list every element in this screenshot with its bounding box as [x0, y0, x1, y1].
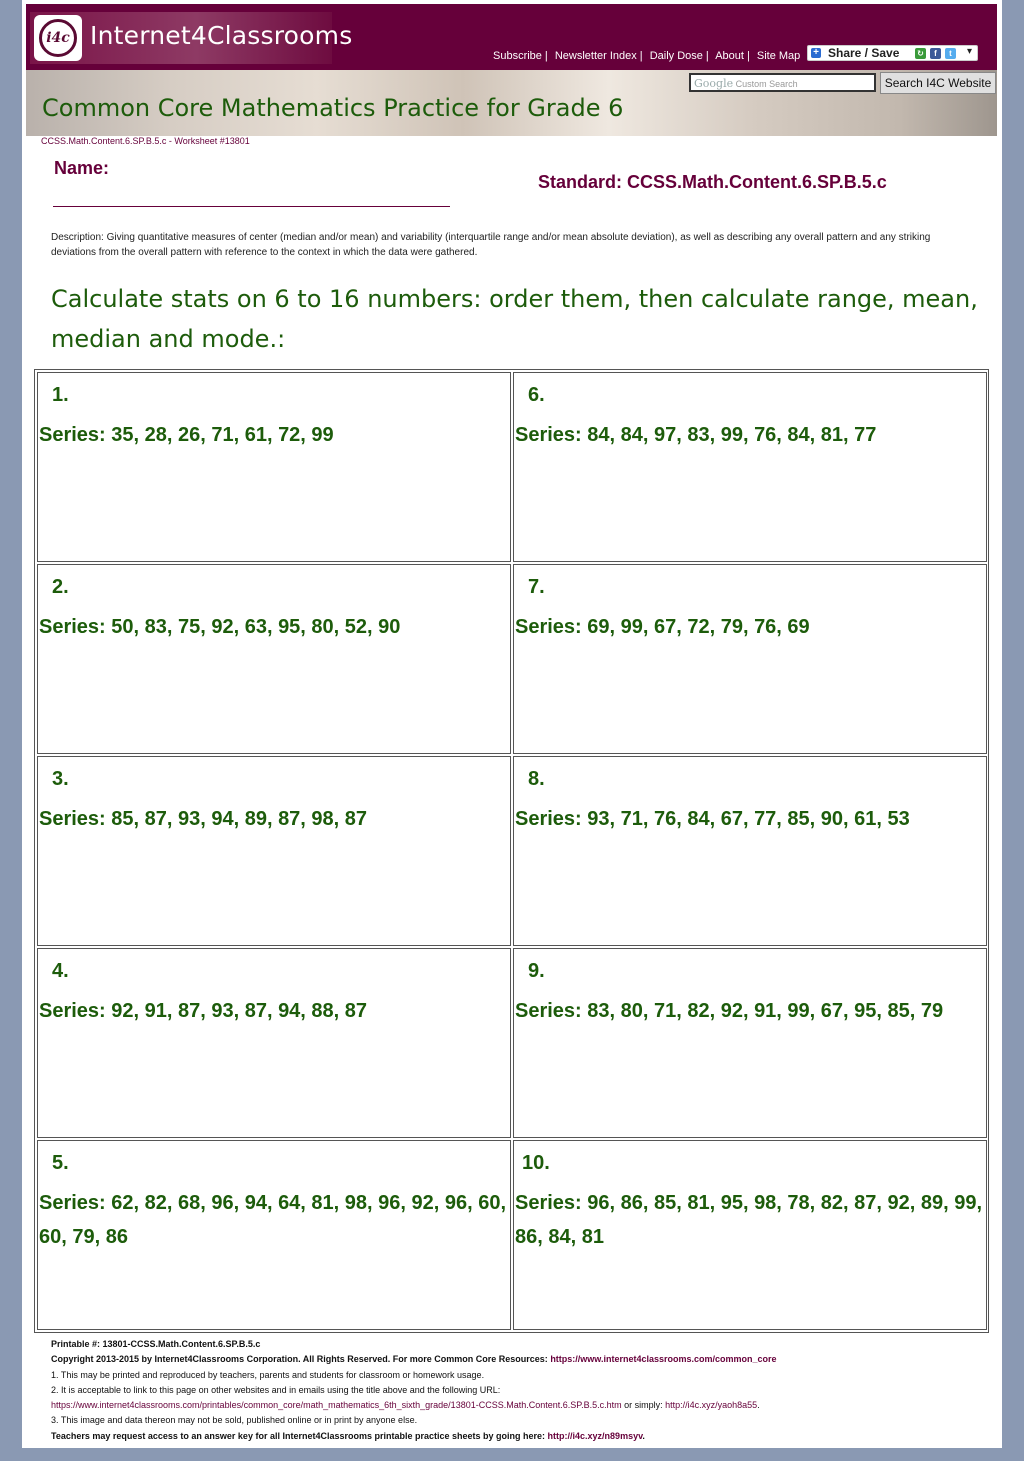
nav-newsletter-index[interactable]: Newsletter Index [554, 50, 637, 62]
logo-badge-icon [34, 15, 82, 61]
logo-text: Internet4Classrooms [90, 21, 353, 50]
site-logo[interactable] [30, 12, 353, 64]
problem-cell [37, 756, 511, 946]
problem-cell [37, 564, 511, 754]
nav-site-map[interactable]: Site Map [756, 50, 801, 62]
footer-note-1: 1. This may be printed and reproduced by teachers, parents and students for classroom or homework usage. [51, 1369, 485, 1380]
problem-cell [37, 372, 511, 562]
problem-series: Series: 92, 91, 87, 93, 87, 94, 88, 87 [39, 1000, 368, 1022]
twitter-share-icon[interactable]: t [945, 48, 956, 59]
page-title: Common Core Mathematics Practice for Grade 6 [42, 94, 624, 122]
description: Description: Giving quantitative measures of center (median and/or mean) and variability (interquartile range and/or mean absolute deviation), as well as describing any overall pattern and any striking deviations from the overall pattern with reference to the context in which the data were gathered. [51, 232, 931, 258]
worksheet-page [22, 0, 1002, 1448]
problem-series: Series: 83, 80, 71, 82, 92, 91, 99, 67, 95, 85, 79 [515, 1000, 944, 1022]
top-nav: Subscribe | Newsletter Index | Daily Dose | About | Site Map [493, 50, 801, 62]
site-header [26, 4, 997, 70]
problem-grid [34, 369, 989, 1333]
problem-cell [513, 372, 987, 562]
share-save-button[interactable] [807, 45, 978, 61]
footer-url-line [51, 1398, 996, 1413]
problem-cell [513, 564, 987, 754]
nav-subscribe[interactable]: Subscribe [493, 50, 542, 62]
answer-key-line [51, 1429, 996, 1444]
problem-cell [513, 756, 987, 946]
footer [51, 1337, 996, 1444]
problem-number: 3. [52, 768, 69, 790]
problem-number: 8. [528, 768, 545, 790]
problem-cell [513, 1140, 987, 1330]
problem-series: Series: 50, 83, 75, 92, 63, 95, 80, 52, 90 [39, 616, 401, 638]
problem-number: 2. [52, 576, 69, 598]
search-input[interactable] [689, 73, 876, 92]
google-logo: Google [694, 77, 734, 90]
search-button[interactable]: Search I4C Website [880, 72, 996, 94]
common-core-link[interactable]: https://www.internet4classrooms.com/common_core [550, 1354, 777, 1365]
url-end: . [757, 1400, 760, 1411]
problem-series: Series: 35, 28, 26, 71, 61, 72, 99 [39, 424, 334, 446]
problem-number: 7. [528, 576, 545, 598]
chevron-down-icon[interactable]: ▾ [967, 46, 973, 57]
instructions: Calculate stats on 6 to 16 numbers: order them, then calculate range, mean, median and mode.: [51, 285, 978, 353]
nav-about[interactable]: About [715, 50, 744, 62]
problem-number: 9. [528, 960, 545, 982]
answer-key-end: . [642, 1430, 645, 1441]
name-label: Name: [54, 158, 110, 178]
standard-label: Standard: CCSS.Math.Content.6.SP.B.5.c [538, 172, 887, 192]
answer-key-link[interactable]: http://i4c.xyz/n89msyv [547, 1430, 643, 1441]
problem-number: 4. [52, 960, 69, 982]
copyright [51, 1352, 996, 1367]
copyright-text: Copyright 2013-2015 by Internet4Classrooms Corporation. All Rights Reserved. For more Common Core Resources: [51, 1354, 548, 1365]
problem-series: Series: 84, 84, 97, 83, 99, 76, 84, 81, 77 [515, 424, 877, 446]
problem-series: Series: 62, 82, 68, 96, 94, 64, 81, 98, 96, 92, 96, 60, 60, 79, 86 [39, 1192, 507, 1248]
logo-badge-text: i4c [39, 19, 77, 57]
footer-note-2: 2. It is acceptable to link to this page on other websites and in emails using the title above and the following URL: [51, 1384, 501, 1395]
problem-number: 6. [528, 384, 545, 406]
footer-note-3: 3. This image and data thereon may not be sold, published online or in print by anyone else. [51, 1415, 418, 1426]
name-line [53, 206, 450, 207]
problem-number: 1. [52, 384, 69, 406]
problem-number: 10. [522, 1152, 550, 1174]
answer-key-text: Teachers may request access to an answer key for all Internet4Classrooms printable practice sheets by going here: [51, 1430, 546, 1441]
breadcrumb[interactable]: CCSS.Math.Content.6.SP.B.5.c - Worksheet #13801 [41, 136, 250, 146]
nav-daily-dose[interactable]: Daily Dose [649, 50, 703, 62]
problem-series: Series: 69, 99, 67, 72, 79, 76, 69 [515, 616, 810, 638]
short-url-link[interactable]: http://i4c.xyz/yaoh8a55 [665, 1400, 758, 1411]
problem-cell [37, 948, 511, 1138]
search-placeholder: Custom Search [735, 79, 798, 89]
problem-series: Series: 96, 86, 85, 81, 95, 98, 78, 82, 87, 92, 89, 99, 86, 84, 81 [515, 1192, 983, 1248]
email-share-icon[interactable]: ↻ [915, 48, 926, 59]
printable-number: Printable #: 13801-CCSS.Math.Content.6.SP.B.5.c [51, 1339, 261, 1349]
worksheet-url-link[interactable]: https://www.internet4classrooms.com/printables/common_core/math_mathematics_6th_sixth_grade/13801-CCSS.Math.Content.6.SP.B.5.c.htm [51, 1400, 622, 1411]
problem-series: Series: 85, 87, 93, 94, 89, 87, 98, 87 [39, 808, 368, 830]
share-save-label: Share / Save [828, 46, 900, 60]
facebook-share-icon[interactable]: f [930, 48, 941, 59]
url-or-text: or simply: [621, 1400, 666, 1411]
problem-number: 5. [52, 1152, 69, 1174]
problem-cell [513, 948, 987, 1138]
share-plus-icon: + [811, 48, 821, 58]
problem-cell [37, 1140, 511, 1330]
problem-series: Series: 93, 71, 76, 84, 67, 77, 85, 90, 61, 53 [515, 808, 910, 830]
